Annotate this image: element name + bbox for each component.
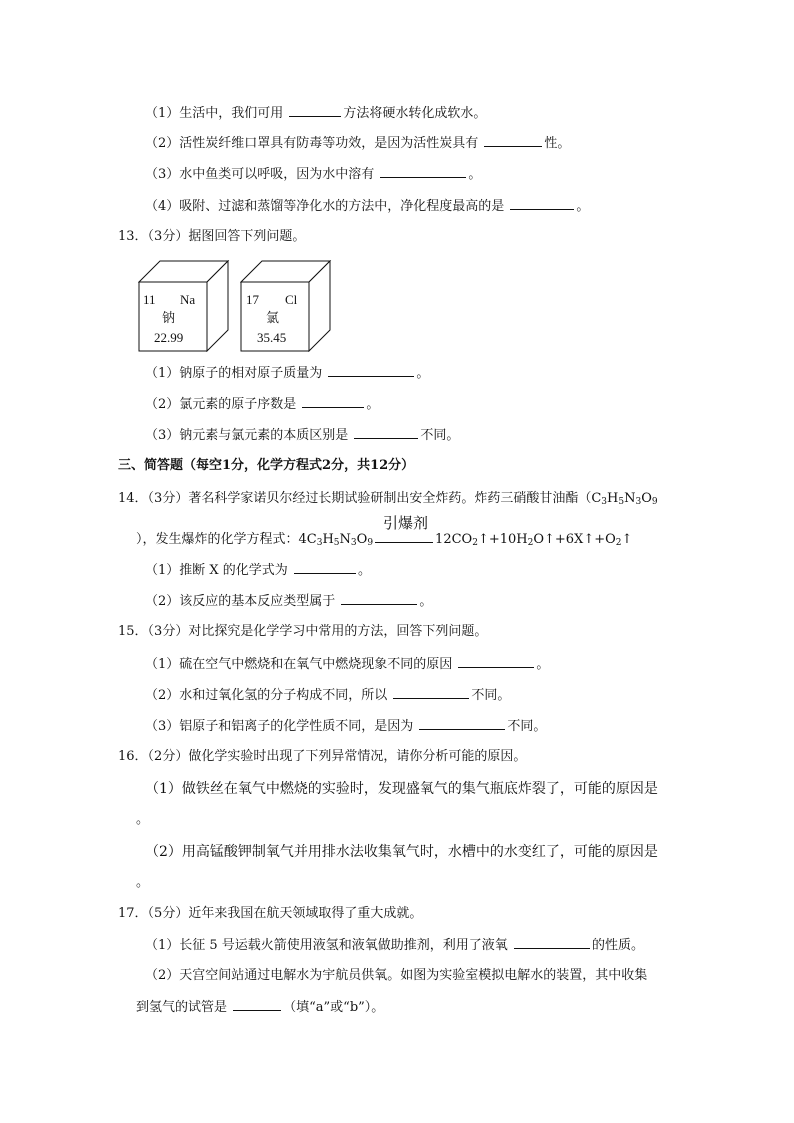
answer-blank[interactable]: [294, 561, 356, 574]
q15-part3: （3）铝原子和铝离子的化学性质不同，是因为 不同。: [145, 719, 547, 734]
q17-part1: （1）长征 5 号运载火箭使用液氢和液氧做助推剂，利用了液氧 的性质。: [145, 938, 644, 953]
element-cube-chlorine: 17 Cl 氯 35.45: [240, 260, 332, 352]
q14-equation: ），发生爆炸的化学方程式：$4C_3H_5N_3O_9$ 引爆剂 $12CO_2↑+10H_2O↑+6X↑+O_2↑$: [136, 514, 633, 548]
answer-blank[interactable]: [341, 592, 417, 605]
q15-part1: （1）硫在空气中燃烧和在氧气中燃烧现象不同的原因 。: [145, 657, 550, 672]
answer-blank[interactable]: [484, 134, 542, 147]
q15-part2: （2）水和过氧化氢的分子构成不同，所以 不同。: [145, 688, 511, 703]
q12-part4: （4）吸附、过滤和蒸馏等净化水的方法中，净化程度最高的是 。: [145, 199, 590, 214]
q16-part2: （2）用高锰酸钾制氧气并用排水法收集氧气时，水槽中的水变红了，可能的原因是: [145, 844, 658, 860]
section-heading: 三、简答题（每空1分，化学方程式2分，共12分）: [118, 458, 415, 473]
q16-stem: 16．（2分）做化学实验时出现了下列异常情况，请你分析可能的原因。: [118, 749, 527, 764]
q14-part1: （1）推断 X 的化学式为 。: [145, 563, 371, 578]
q15-stem: 15．（3分）对比探究是化学学习中常用的方法，回答下列问题。: [118, 624, 488, 639]
answer-blank[interactable]: [380, 165, 466, 178]
q16-part1: （1）做铁丝在氧气中燃烧的实验时，发现盛氧气的集气瓶底炸裂了，可能的原因是: [145, 781, 658, 797]
answer-blank[interactable]: [233, 998, 281, 1011]
answer-blank[interactable]: [514, 936, 590, 949]
answer-blank[interactable]: [289, 104, 341, 117]
q13-part1: （1）钠原子的相对原子质量为 。: [145, 366, 430, 381]
answer-blank[interactable]: [328, 364, 414, 377]
q14-part2: （2）该反应的基本反应类型属于 。: [145, 594, 433, 609]
q16-part2-end: 。: [136, 875, 150, 890]
q17-part2: （2）天宫空间站通过电解水为宇航员供氧。如图为实验室模拟电解水的装置，其中收集: [145, 968, 648, 983]
q12-part3: （3）水中鱼类可以呼吸，因为水中溶有 。: [145, 167, 482, 182]
answer-blank[interactable]: [419, 717, 505, 730]
q13-stem: 13．（3分）据图回答下列问题。: [118, 229, 306, 244]
answer-blank[interactable]: [393, 686, 469, 699]
q13-part3: （3）钠元素与氯元素的本质区别是 不同。: [145, 428, 460, 443]
element-cube-sodium: 11 Na 钠 22.99: [138, 260, 230, 352]
answer-blank[interactable]: [354, 426, 418, 439]
q17-part2-cont: 到氢气的试管是 （填“a”或“b”）。: [136, 1000, 385, 1015]
q12-part1: （1）生活中，我们可用 方法将硬水转化成软水。: [145, 106, 487, 121]
q16-part1-end: 。: [136, 812, 150, 827]
q13-part2: （2）氯元素的原子序数是 。: [145, 397, 380, 412]
q14-stem: 14．（3分）著名科学家诺贝尔经过长期试验研制出安全炸药。炸药三硝酸甘油酯（$C_3H_5N_3O_9$: [118, 491, 658, 507]
reaction-condition: 引爆剂: [375, 528, 433, 543]
q17-stem: 17．（5分）近年来我国在航天领域取得了重大成就。: [118, 906, 423, 921]
q12-part2: （2）活性炭纤维口罩具有防毒等功效，是因为活性炭具有 性。: [145, 136, 571, 151]
answer-blank[interactable]: [302, 395, 364, 408]
answer-blank[interactable]: [510, 197, 574, 210]
answer-blank[interactable]: [458, 655, 534, 668]
